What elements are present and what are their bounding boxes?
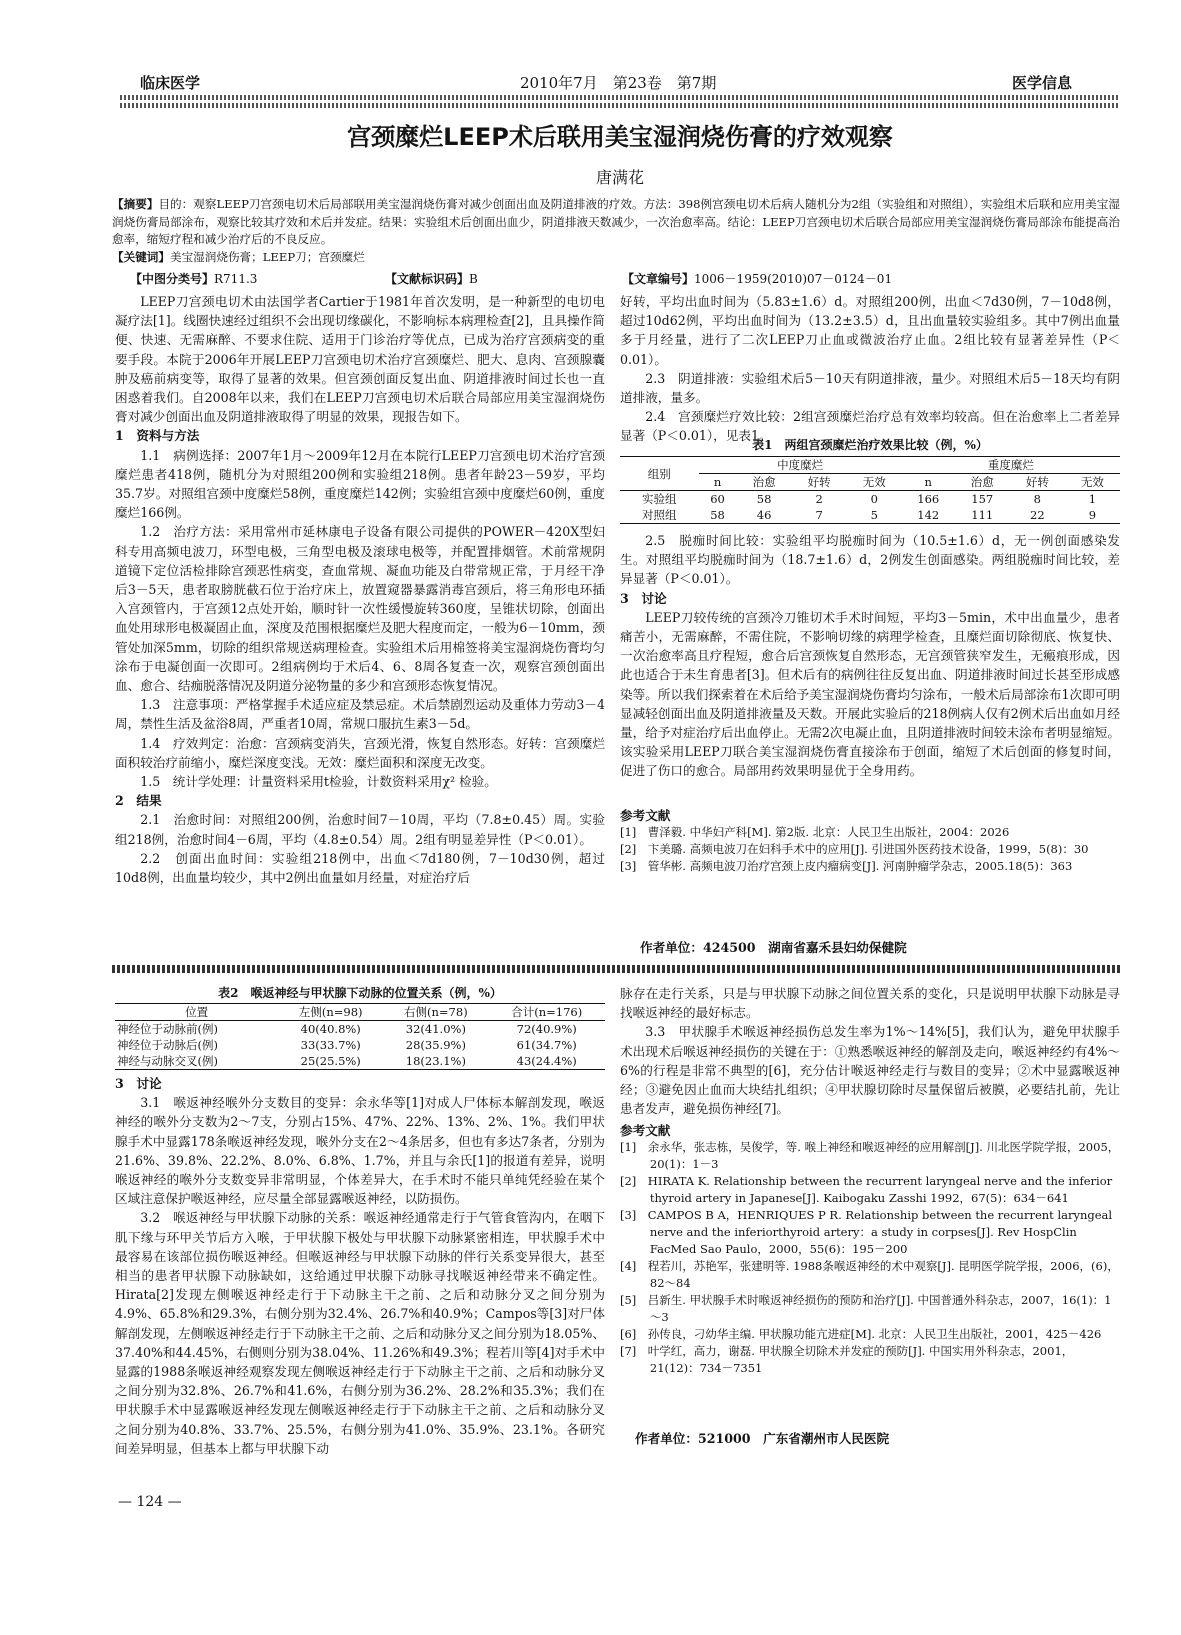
table1-cell: 5	[870, 508, 878, 522]
reference-item: [3] CAMPOS B A，HENRIQUES P R. Relationship between the recurrent laryngeal nerve and the inferiorthyroid artery：a study in corpses[J]. Rev HospClin FacMed Sao Paulo，2000，55(6)：195－200	[620, 1208, 1113, 1256]
table-row	[620, 507, 1120, 524]
table2-cell: 33(33.7%)	[300, 1038, 361, 1052]
table1-cell: 58	[710, 508, 725, 522]
table2-header: 右侧(n=78)	[383, 1004, 488, 1021]
table1-subheader: n	[902, 474, 955, 491]
clc-value: R711.3	[214, 272, 258, 286]
table2-cell: 神经位于动脉前(例)	[117, 1022, 218, 1036]
table1-cell: 46	[756, 508, 772, 522]
table-row	[115, 1037, 605, 1053]
table1-cell: 58	[756, 492, 772, 506]
table2-header: 合计(n=176)	[488, 1004, 605, 1021]
table1-cell: 7	[815, 508, 823, 522]
reference-item: [1] 曹泽毅. 中华妇产科[M]. 第2版. 北京：人民卫生出版社，2004：2026	[620, 825, 1010, 839]
paragraph: 3.2 喉返神经与甲状腺下动脉的关系：喉返神经通常走行于气管食管沟内，在咽下肌下缘与环甲关节后方入喉，于甲状腺下极处与甲状腺下动脉紧密相连，甲状腺手术中最容易在该部位损伤喉返神经。但喉返神经与甲状腺下动脉的伴行关系变异很大，甚至相当的患者甲状腺下动脉缺如，这给通过甲状腺下动脉寻找喉返神经带来不确定性。Hirata[2]发现左侧喉返神经走行于下动脉主干之前、之后和动脉分叉之间分别为4.9%、65.8%和29.3%，右侧分别为32.4%、26.7%和40.9%；Campos等[3]对尸体解剖发现，左侧喉返神经走行于下动脉主干之前、之后和动脉分叉之间分别为18.05%、37.40%和44.45%，右侧则分别为38.04%、11.26%和49.3%；程若川等[4]对手术中显露的1988条喉返神经观察发现左侧喉返神经走行于下动脉主干之前、之后和动脉分叉之间分别为32.8%、26.7%和41.6%，右侧分别为36.2%、28.2%和35.3%；我们在甲状腺手术中显露喉返神经发现左侧喉返神经走行于下动脉主干之前、之后和动脉分叉之间分别为40.8%、33.7%、25.5%，右侧分别为41.0%、35.9%、23.1%。各研究间差异明显，但基本上都与甲状腺下动	[115, 1210, 605, 1456]
doc-label: 【文献标识码】	[385, 272, 470, 286]
references-heading: 参考文献	[620, 808, 671, 823]
keywords-text: 美宝湿润烧伤膏；LEEP刀；宫颈糜烂	[169, 249, 365, 264]
issue-info: 2010年7月 第23卷 第7期	[520, 74, 717, 92]
table1-caption: 表1 两组宫颈糜烂治疗效果比较（例，%）	[752, 438, 988, 452]
reference-item: [7] 叶学红，高力，谢磊. 甲状腺全切除术并发症的预防[J]. 中国实用外科杂志，2001，21(12)：734－7351	[620, 1344, 1074, 1375]
article2-affiliation: 作者单位：521000 广东省潮州市人民医院	[635, 1431, 890, 1446]
paragraph: 好转，平均出血时间为（5.83±1.6）d。对照组200例，出血＜7d30例，7－10d8例，超过10d62例，平均出血时间为（13.2±3.5）d，且出血量较实验组多。其中7例出血量多于月经量，进行了二次LEEP刀止血或微波治疗止血。2组比较有显著差异性（P＜0.01）。	[620, 294, 1120, 367]
table2-header: 位置	[115, 1004, 278, 1021]
reference-item: [2] HIRATA K. Relationship between the recurrent laryngeal nerve and the inferior thyroid artery in Japanese[J]. Kaibogaku Zasshi 1992，67(5)：634－641	[620, 1174, 1113, 1205]
reference-item: [6] 孙传良，刁幼华主编. 甲状腺功能亢进症[M]. 北京：人民卫生出版社，2001，425－426	[620, 1327, 1102, 1341]
journal-name: 临床医学	[140, 74, 201, 92]
table1-subheader: 好转	[1010, 474, 1065, 491]
table2-cell: 40(40.8%)	[300, 1022, 361, 1036]
table1-subheader: 治愈	[955, 474, 1010, 491]
paragraph: 1.1 病例选择：2007年1月～2009年12月在本院行LEEP刀宫颈电切术治疗宫颈糜烂患者418例，随机分为对照组200例和实验组218例。患者年龄23－59岁，平均35.7岁。对照组宫颈中度糜烂58例，重度糜烂142例；实验组宫颈中度糜烂60例，重度糜烂166例。	[115, 447, 605, 521]
abstract-text: 目的：观察LEEP刀宫颈电切术后局部联用美宝湿润烧伤膏对减少创面出血及阴道排液的疗效。方法：398例宫颈电切术后病人随机分为2组（实验组和对照组），实验组术后联和应用美宝湿润烧伤膏局部涂布，观察比较其疗效和术后并发症。结果：实验组术后创面出血少，阴道排液天数减少，一次治愈率高。结论：LEEP刀宫颈电切术后联合局部应用美宝湿润烧伤膏局部涂布能提高治愈率，缩短疗程和减少治疗后的不良反应。	[112, 197, 1120, 246]
article-id-label: 【文章编号】	[622, 272, 695, 286]
table1-moderate-header: 中度糜烂	[699, 457, 902, 474]
article-separator	[112, 965, 1122, 973]
paragraph: 1.2 治疗方法：采用常州市延林康电子设备有限公司提供的POWER－420X型妇科专用高频电波刀，环型电极，三角型电极及滚球电极等，并配置排烟管。术前常规阴道镜下定位活检排除宫颈恶性病变，查血常规、凝血功能及白带常规正常，于月经干净后3－5天，患者取膀胱截石位于治疗床上，放置窥器暴露消毒宫颈后，将三角形电环插入宫颈管内，于宫颈12点处开始，顺时针一次性缓慢旋转360度，呈锥状切除，创面出血处用球形电极凝固止血，深度及范围根据糜烂及肥大程度而定，一般为6－10mm，颈管处加深5mm，切除的组织常规送病理检查。实验组术后用棉签将美宝湿润烧伤膏均匀涂布于电凝创面一次即可。2组病例均于术后4、6、8周各复查一次，观察宫颈创面出血、愈合、结痂脱落情况及阴道分泌物量的多少和宫颈形态恢复情况。	[115, 524, 605, 694]
table2-cell: 神经位于动脉后(例)	[117, 1038, 218, 1052]
table1-subheader: n	[699, 474, 737, 491]
table1-cell: 22	[1030, 508, 1045, 522]
table1-subheader: 好转	[792, 474, 847, 491]
paragraph: 1.3 注意事项：严格掌握手术适应症及禁忌症。术后禁剧烈运动及重体力劳动3－4周，禁性生活及盆浴8周，严重者10周，常规口服抗生素3－5d。	[115, 697, 605, 732]
paragraph: LEEP刀宫颈电切术由法国学者Cartier于1981年首次发明，是一种新型的电切电凝疗法[1]。线圈快速经过组织不会出现切缘碳化，不影响标本病理检查[2]，且具操作简便、快速、无需麻醉、不要求住院、适用于门诊治疗等优点，已成为治疗宫颈病变的重要手段。本院于2006年开展LEEP刀宫颈电切术治疗宫颈糜烂、肥大、息肉、宫颈腺囊肿及癌前病变等，取得了显著的效果。但宫颈创面反复出血、阴道排液时间过长也一直困惑着我们。自2008年以来，我们在LEEP刀宫颈电切术后联合局部应用美宝湿润烧伤膏对减少创面出血及阴道排液取得了明显的效果，现报告如下。	[115, 294, 605, 425]
table1-cell: 0	[870, 492, 878, 506]
article2-references	[620, 1139, 1120, 1377]
paragraph: 2.4 宫颈糜烂疗效比较：2组宫颈糜烂治疗总有效率均较高。但在治愈率上二者差异显著（P＜0.01），见表1。	[620, 409, 1120, 444]
article-id-value: 1006－1959(2010)07－0124－01	[694, 272, 893, 286]
table2-header: 左侧(n=98)	[278, 1004, 383, 1021]
reference-item: [2] 卞美璐. 高频电波刀在妇科手术中的应用[J]. 引进国外医药技术设备，1999，5(8)：30	[620, 842, 1089, 856]
table1-cell: 157	[971, 492, 994, 506]
paragraph: 2.2 创面出血时间：实验组218例中，出血＜7d180例，7－10d30例，超过10d8例，出血量均较少，其中2例出血量如月经量，对症治疗后	[115, 850, 605, 886]
paragraph: 2.3 阴道排液：实验组术后5－10天有阴道排液，量少。对照组术后5－18天均有阴道排液，量多。	[620, 370, 1120, 406]
table2-cell: 72(40.9%)	[516, 1022, 577, 1036]
table2-cell: 61(34.7%)	[516, 1038, 577, 1052]
table1	[620, 456, 1120, 524]
article-title: 宫颈糜烂LEEP术后联用美宝湿润烧伤膏的疗效观察	[347, 123, 893, 151]
table-row	[115, 1021, 605, 1038]
table-row	[620, 491, 1120, 508]
abstract-label: 【摘要】	[112, 197, 159, 211]
table1-cell: 9	[1088, 508, 1097, 522]
article2-left-column	[115, 1074, 605, 1458]
clc-line	[130, 270, 257, 289]
paragraph: 3.3 甲状腺手术喉返神经损伤总发生率为1%～14%[5]，我们认为，避免甲状腺手术出现术后喉返神经损伤的关键在于：①熟悉喉返神经的解剖及走向，喉返神经约有4%～6%的行程是非常不典型的[6]，充分估计喉返神经走行与数目的变异；②术中显露喉返神经；③避免因止血而大块结扎组织；④甲状腺切除时尽量保留后被膜，必要结扎前，先让患者发声，避免损伤神经[7]。	[620, 1024, 1120, 1117]
table1-subheader: 无效	[1065, 474, 1120, 491]
paragraph: 1.5 统计学处理：计量资料采用t检验，计数资料采用χ² 检验。	[140, 774, 497, 790]
table2-cell: 25(25.5%)	[300, 1054, 361, 1068]
table2-cell: 28(35.9%)	[405, 1038, 466, 1052]
paragraph: LEEP刀较传统的宫颈冷刀锥切术手术时间短，平均3－5min，术中出血量少，患者痛苦小，无需麻醉，不需住院，不影响切缘的病理学检查，且糜烂面切除彻底、恢复快、一次治愈率高且疗程短，愈合后宫颈恢复自然形态，无宫颈管狭窄发生，无瘢痕形成，因此也适合于未生育患者[3]。但术后有的病例往往反复出血、阴道排液时间过长甚至形成感染等。所以我们探索着在术后给予美宝湿润烧伤膏均匀涂布，一般术后局部涂布1次即可明显减轻创面出血及阴道排液量及天数。开展此实验后的218例病人仅有2例术后出血如月经量，给予对症治疗后出血停止。无需2次电凝止血，且阴道排液时间较未涂布者明显缩短。该实验采用LEEP刀联合美宝湿润烧伤膏直接涂布于创面，缩短了术后创面的修复时间，促进了伤口的愈合。局部用药效果明显优于全身用药。	[620, 609, 1120, 779]
article1-affiliation: 作者单位：424500 湖南省嘉禾县妇幼保健院	[640, 940, 907, 955]
section-heading: 2 结果	[115, 793, 162, 809]
table1-cell: 8	[1033, 492, 1041, 506]
table-row	[115, 1053, 605, 1070]
abstract-block	[112, 196, 1120, 266]
table1-cell: 111	[971, 508, 994, 522]
article-author: 唐满花	[595, 168, 644, 187]
reference-item: [5] 吕新生. 甲状腺手术时喉返神经损伤的预防和治疗[J]. 中国普通外科杂志，2007，16(1)：1～3	[620, 1293, 1112, 1324]
section-name: 医学信息	[1012, 74, 1073, 92]
table1-cell: 166	[917, 492, 940, 506]
article2-right-column	[620, 984, 1120, 1118]
table2-cell: 18(23.1%)	[405, 1054, 466, 1068]
paragraph: 1.4 疗效判定：治愈：宫颈病变消失，宫颈光滑，恢复自然形态。好转：宫颈糜烂面积较治疗前缩小，糜烂深度变浅。无效：糜烂面积和深度无改变。	[115, 735, 605, 770]
doc-code-line	[385, 270, 478, 289]
section-heading: 3 讨论	[620, 590, 667, 606]
reference-item: [1] 余永华，张志栋，吴俊学，等. 喉上神经和喉返神经的应用解剖[J]. 川北医学院学报，2005，20(1)：1－3	[620, 1140, 1120, 1171]
table2-caption: 表2 喉返神经与甲状腺下动脉的位置关系（例，%）	[218, 986, 502, 1000]
doc-value: B	[469, 272, 478, 286]
article1-right-column-top	[620, 292, 1120, 446]
article1-references	[620, 824, 1120, 875]
reference-item: [3] 管华彬. 高频电波刀治疗宫颈上皮内瘤病变[J]. 河南肿瘤学杂志，2005.18(5)：363	[620, 859, 1073, 873]
table1-cell: 1	[1088, 492, 1097, 506]
section-heading: 1 资料与方法	[115, 428, 200, 444]
keywords-label: 【关键词】	[112, 249, 170, 264]
page-number: — 124 —	[118, 1494, 182, 1510]
section-heading: 3 讨论	[115, 1076, 162, 1091]
table1-cell: 142	[917, 508, 940, 522]
table2-cell: 43(24.4%)	[516, 1054, 577, 1068]
table2-cell: 神经与动脉交叉(例)	[117, 1054, 218, 1068]
table1-severe-header: 重度糜烂	[902, 457, 1120, 474]
article-id-line	[622, 270, 892, 289]
table2	[115, 1003, 605, 1070]
table1-subheader: 无效	[847, 474, 902, 491]
header-rule	[120, 103, 1120, 108]
article1-right-column-bottom	[620, 531, 1120, 781]
paragraph: 3.1 喉返神经喉外分支数目的变异：余永华等[1]对成人尸体标本解剖发现，喉返神经的喉外分支数为2～7支，分别占15%、47%、22%、13%、2%、1%。我们甲状腺手术中显露178条喉返神经发现，喉外分支在2～4条居多，但也有多达7条者，分别为21.6%、39.8%、22.2%、8.0%、6.8%、1.7%，并且与余氏[1]的报道有差异，说明喉返神经的喉外分支数变异非常明显，个体差异大，在手术时不能只单纯凭经验在某个区域注意保护喉返神经，应尽量全部显露喉返神经，以防损伤。	[115, 1095, 605, 1207]
table2-cell: 32(41.0%)	[405, 1022, 466, 1036]
paragraph: 脉存在走行关系，只是与甲状腺下动脉之间位置关系的变化，只是说明甲状腺下动脉是寻找喉返神经的最好标志。	[620, 986, 1120, 1021]
table1-row-label: 实验组	[642, 492, 677, 506]
references-heading: 参考文献	[620, 1123, 671, 1138]
clc-label: 【中图分类号】	[130, 272, 215, 286]
table1-group-header: 组别	[620, 457, 699, 491]
table1-cell: 2	[815, 492, 823, 506]
table1-row-label: 对照组	[642, 508, 677, 522]
table1-cell: 60	[710, 492, 725, 506]
reference-item: [4] 程若川，苏艳军，张建明等. 1988条喉返神经的术中观察[J]. 昆明医学院学报，2006，(6)，82～84	[620, 1259, 1119, 1290]
paragraph: 2.5 脱痂时间比较：实验组平均脱痂时间为（10.5±1.6）d，无一例创面感染发生。对照组平均脱痂时间为（18.7±1.6）d，2例发生创面感染。两组脱痂时间比较，差异显著（P＜0.01）。	[620, 533, 1120, 587]
article1-left-column	[115, 292, 605, 887]
paragraph: 2.1 治愈时间：对照组200例，治愈时间7－10周，平均（7.8±0.45）周。实验组218例，治愈时间4－6周，平均（4.8±0.54）周。2组有明显差异性（P＜0.01）。	[115, 812, 605, 847]
header-rule	[120, 95, 1120, 100]
table1-subheader: 治愈	[737, 474, 792, 491]
